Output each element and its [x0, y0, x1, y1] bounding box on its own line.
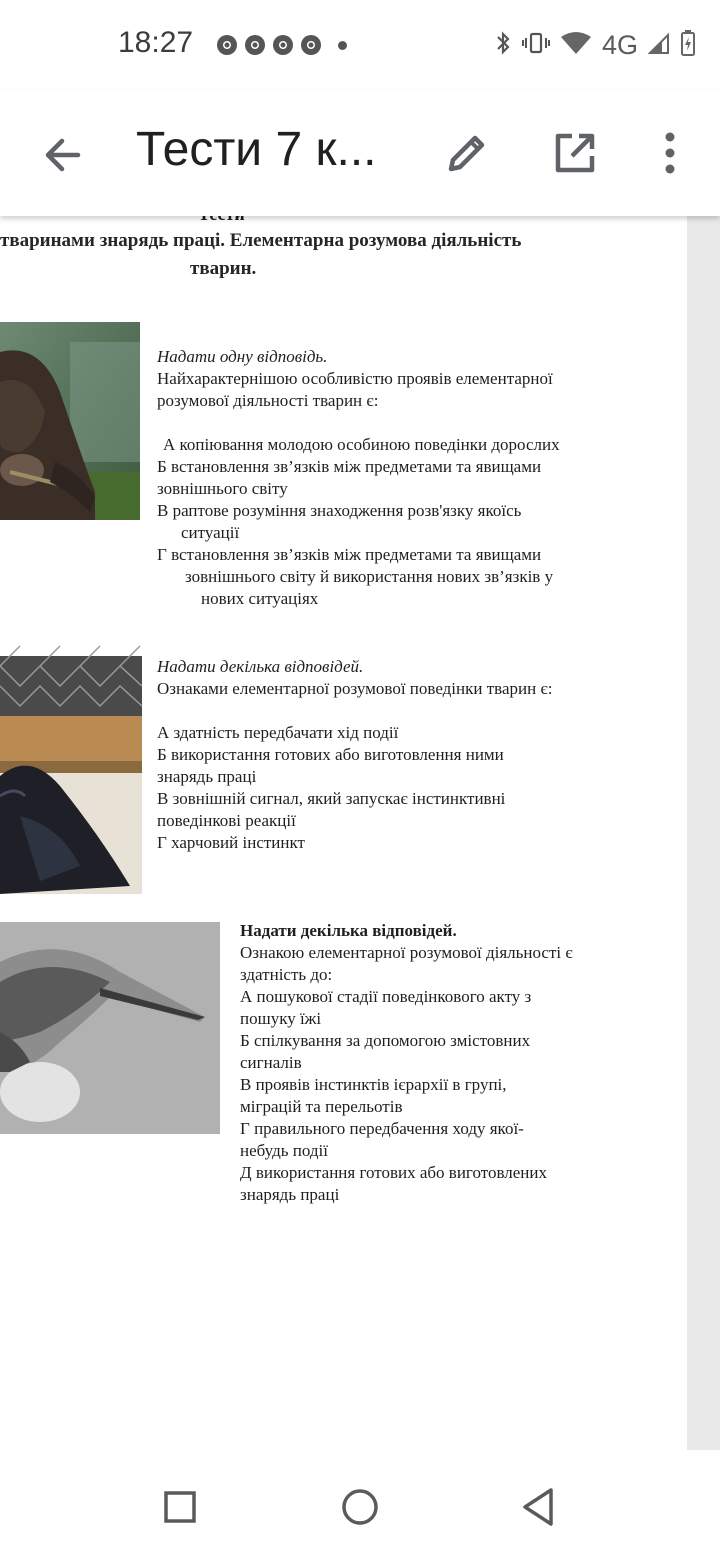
question-text: розумової діяльності тварин є:: [157, 391, 379, 410]
answer-option: зовнішнього світу: [157, 479, 288, 498]
answer-option: Б спілкування за допомогою змістовних: [240, 1031, 531, 1050]
scroll-track[interactable]: [687, 216, 720, 1450]
answer-option: В проявів інстинктів ієрархії в групі,: [240, 1075, 507, 1094]
answer-option: зовнішнього світу й використання нових зв’язків у: [185, 567, 554, 586]
question-instruction: Надати декілька відповідей.: [240, 921, 457, 940]
wifi-icon: [560, 31, 592, 60]
document-subheading-line2: тварин.: [190, 258, 257, 279]
more-vert-icon: [650, 128, 690, 178]
answer-option: міграцій та перельотів: [240, 1097, 403, 1116]
question-text: Найхарактернішою особливістю проявів елементарної: [157, 369, 553, 388]
chrome-icon: [216, 34, 238, 56]
question-3: [240, 920, 573, 1206]
answer-option: В раптове розуміння знаходження розв'язку якоїсь: [157, 501, 522, 520]
answer-option: Г харчовий інстинкт: [157, 833, 305, 852]
answer-option: сигналів: [240, 1053, 302, 1072]
pencil-icon: [442, 128, 492, 178]
vibrate-icon: [522, 31, 550, 60]
edit-button[interactable]: [442, 128, 492, 178]
system-icons: [494, 30, 696, 61]
back-button[interactable]: [38, 130, 88, 180]
answer-option: знарядь праці: [157, 767, 257, 786]
open-in-button[interactable]: [550, 128, 600, 178]
crow-image: [0, 656, 142, 894]
answer-option: Д використання готових або виготовлених: [240, 1163, 547, 1182]
battery-charging-icon: [680, 30, 696, 61]
more-options-button[interactable]: [650, 128, 690, 178]
answer-option: пошуку їжі: [240, 1009, 322, 1028]
question-text: Ознакою елементарної розумової діяльності є: [240, 943, 573, 962]
answer-option: ситуації: [181, 523, 240, 542]
answer-option: знарядь праці: [240, 1185, 340, 1204]
document-subheading-line1: тваринами знарядь праці. Елементарна розумова діяльність: [0, 230, 522, 251]
open-in-new-icon: [550, 128, 600, 178]
chrome-icon: [300, 34, 322, 56]
chimpanzee-image: [0, 322, 140, 520]
circle-icon: [335, 1482, 385, 1532]
status-time: 18:27: [118, 26, 194, 59]
square-icon: [155, 1482, 205, 1532]
app-toolbar: [0, 90, 720, 216]
answer-option: Г встановлення зв’язків між предметами та явищами: [157, 545, 542, 564]
answer-option: небудь події: [240, 1141, 328, 1160]
signal-icon: [648, 32, 670, 59]
recents-button[interactable]: [155, 1482, 205, 1532]
answer-option: А здатність передбачати хід події: [157, 723, 399, 742]
answer-option: Г правильного передбачення ходу якої-: [240, 1119, 524, 1138]
more-notifications-dot: [338, 41, 347, 50]
system-navigation-bar: [0, 1450, 720, 1560]
document-viewer[interactable]: [0, 216, 720, 1450]
answer-option: А копіювання молодою особиною поведінки дорослих: [163, 435, 560, 454]
answer-option: поведінкові реакції: [157, 811, 296, 830]
answer-option: нових ситуаціях: [201, 589, 319, 608]
question-text: здатність до:: [240, 965, 333, 984]
question-instruction: Надати одну відповідь.: [157, 347, 328, 366]
answer-option: Б встановлення зв’язків між предметами та явищами: [157, 457, 542, 476]
notification-icons: [216, 34, 347, 56]
bird-image: [0, 922, 220, 1134]
question-instruction: Надати декілька відповідей.: [157, 657, 364, 676]
document-title: Тести 7 к...: [136, 123, 377, 176]
arrow-back-icon: [38, 130, 88, 180]
back-nav-button[interactable]: [515, 1482, 565, 1532]
bluetooth-icon: [494, 30, 512, 61]
network-type-label: 4G: [601, 30, 638, 60]
home-button[interactable]: [335, 1482, 385, 1532]
answer-option: Б використання готових або виготовлення ними: [157, 745, 504, 764]
question-1: [157, 346, 560, 610]
question-text: Ознаками елементарної розумової поведінки тварин є:: [157, 679, 553, 698]
answer-option: А пошукової стадії поведінкового акту з: [240, 987, 532, 1006]
triangle-back-icon: [515, 1482, 565, 1532]
chrome-icon: [244, 34, 266, 56]
answer-option: В зовнішній сигнал, який запускає інстинктивні: [157, 789, 506, 808]
chrome-icon: [272, 34, 294, 56]
status-bar: [0, 0, 720, 90]
question-2: [157, 656, 552, 854]
